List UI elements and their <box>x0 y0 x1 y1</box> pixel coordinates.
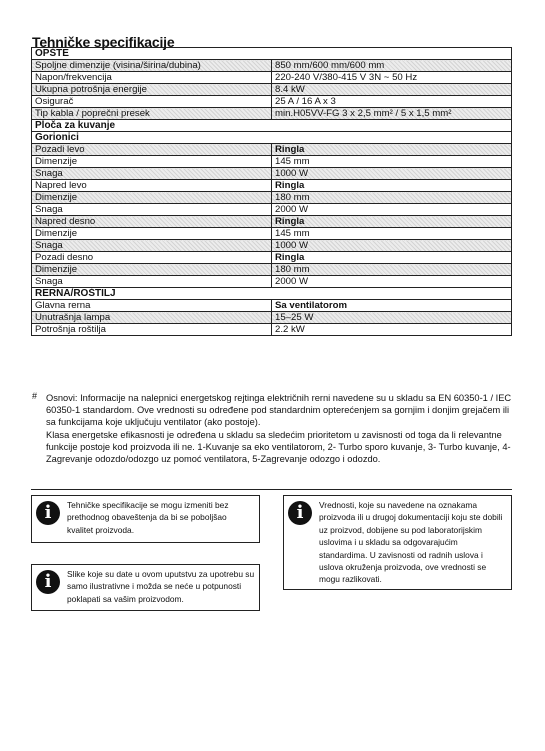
table-row <box>32 324 512 336</box>
spec-value: 2000 W <box>272 276 512 288</box>
spec-label: Napred desno <box>32 216 272 228</box>
spec-value: 145 mm <box>272 228 512 240</box>
spec-value: 2000 W <box>272 204 512 216</box>
spec-value: Ringla <box>272 252 512 264</box>
spec-value: 15–25 W <box>272 312 512 324</box>
table-row <box>32 312 512 324</box>
spec-value: 2.2 kW <box>272 324 512 336</box>
table-row <box>32 168 512 180</box>
section-header-label: OPŠTE <box>32 48 512 60</box>
table-row <box>32 180 512 192</box>
table-row <box>32 216 512 228</box>
spec-label: Pozadi levo <box>32 144 272 156</box>
spec-value: Ringla <box>272 144 512 156</box>
info-note-text: Slike koje su date u ovom uputstvu za upotrebu su samo ilustrativne i možda se neće u potpunosti poklapati sa vašim proizvodom. <box>67 569 255 604</box>
spec-value: 1000 W <box>272 240 512 252</box>
table-row <box>32 300 512 312</box>
table-section-header <box>32 48 512 60</box>
spec-label: Snaga <box>32 204 272 216</box>
spec-label: Glavna rerna <box>32 300 272 312</box>
table-row <box>32 228 512 240</box>
spec-value: Ringla <box>272 180 512 192</box>
info-icon: i <box>288 501 312 525</box>
table-section-header <box>32 120 512 132</box>
spec-label: Snaga <box>32 276 272 288</box>
spec-value: 25 A / 16 A x 3 <box>272 96 512 108</box>
footnote <box>32 392 512 465</box>
spec-label: Unutrašnja lampa <box>32 312 272 324</box>
spec-value: 180 mm <box>272 264 512 276</box>
info-icon: i <box>36 501 60 525</box>
spec-value: 850 mm/600 mm/600 mm <box>272 60 512 72</box>
section-header-label: Gorionici <box>32 132 512 144</box>
section-header-label: Ploča za kuvanje <box>32 120 512 132</box>
spec-label: Pozadi desno <box>32 252 272 264</box>
spec-label: Osigurač <box>32 96 272 108</box>
table-row <box>32 192 512 204</box>
spec-label: Dimenzije <box>32 228 272 240</box>
table-section-header <box>32 132 512 144</box>
table-row <box>32 72 512 84</box>
specifications-table <box>31 47 512 336</box>
info-note-text: Vrednosti, koje su navedene na oznakama proizvoda ili u drugoj dokumentaciji koju ste dobili uz proizvod, dobijene su pod laboratorijskim uslovima i u skladu sa odgovarajućim standardima. U zavisnosti od radnih uslova i uslova okruženja proizvoda, ove vrednosti se mogu razlikovati. <box>319 500 503 585</box>
spec-value: 145 mm <box>272 156 512 168</box>
spec-label: Dimenzije <box>32 192 272 204</box>
table-row <box>32 204 512 216</box>
table-row <box>32 108 512 120</box>
footnote-mark: # <box>32 391 38 401</box>
spec-label: Dimenzije <box>32 264 272 276</box>
spec-value: min.H05VV-FG 3 x 2,5 mm² / 5 x 1,5 mm² <box>272 108 512 120</box>
table-row <box>32 144 512 156</box>
section-divider <box>31 489 512 490</box>
info-icon: i <box>36 570 60 594</box>
spec-label: Ukupna potrošnja energije <box>32 84 272 96</box>
info-note-text: Tehničke specifikacije se mogu izmeniti bez prethodnog obaveštenja da bi se poboljšao kvalitet proizvoda. <box>67 500 229 535</box>
spec-value: 8.4 kW <box>272 84 512 96</box>
table-row <box>32 240 512 252</box>
table-row <box>32 96 512 108</box>
info-note <box>31 495 260 543</box>
spec-value: 220-240 V/380-415 V 3N ~ 50 Hz <box>272 72 512 84</box>
page-title: Tehničke specifikacije <box>32 34 175 50</box>
table-row <box>32 156 512 168</box>
spec-label: Tip kabla / poprečni presek <box>32 108 272 120</box>
spec-label: Snaga <box>32 168 272 180</box>
table-row <box>32 276 512 288</box>
section-header-label: RERNA/ROŠTILJ <box>32 288 512 300</box>
spec-label: Napred levo <box>32 180 272 192</box>
spec-label: Snaga <box>32 240 272 252</box>
info-note <box>283 495 512 590</box>
spec-value: Ringla <box>272 216 512 228</box>
footnote-paragraph: Osnovi: Informacije na nalepnici energetskog rejtinga električnih rerni navedene su u skladu sa EN 60350-1 / IEC 60350-1 standardom. Ove vrednosti su određene pod standardnim opterećenjem sa gornjim i donjim grejačem ili sa funkcijama koje uključuju ventilator (ako postoje). <box>46 393 512 428</box>
footnote-paragraph: Klasa energetske efikasnosti je određena u skladu sa sledećim prioritetom u zavisnosti od toga da li relevantne funkcije postoje kod proizvoda ili ne. 1-Kuvanje sa eko ventilatorom, 2- Turbo sporo kuvanje, 3- Turbo kuvanje, 4- Zagrevanje odozdo/odozgo uz pomoć ventilatora, 5-Zagrevanje odozgo i odozdo. <box>46 429 511 465</box>
spec-label: Napon/frekvencija <box>32 72 272 84</box>
spec-label: Spoljne dimenzije (visina/širina/dubina) <box>32 60 272 72</box>
spec-label: Dimenzije <box>32 156 272 168</box>
info-note <box>31 564 260 611</box>
spec-value: 180 mm <box>272 192 512 204</box>
spec-label: Potrošnja roštilja <box>32 324 272 336</box>
table-row <box>32 252 512 264</box>
spec-value: 1000 W <box>272 168 512 180</box>
spec-value: Sa ventilatorom <box>272 300 512 312</box>
table-section-header <box>32 288 512 300</box>
table-row <box>32 84 512 96</box>
table-row <box>32 264 512 276</box>
table-row <box>32 60 512 72</box>
